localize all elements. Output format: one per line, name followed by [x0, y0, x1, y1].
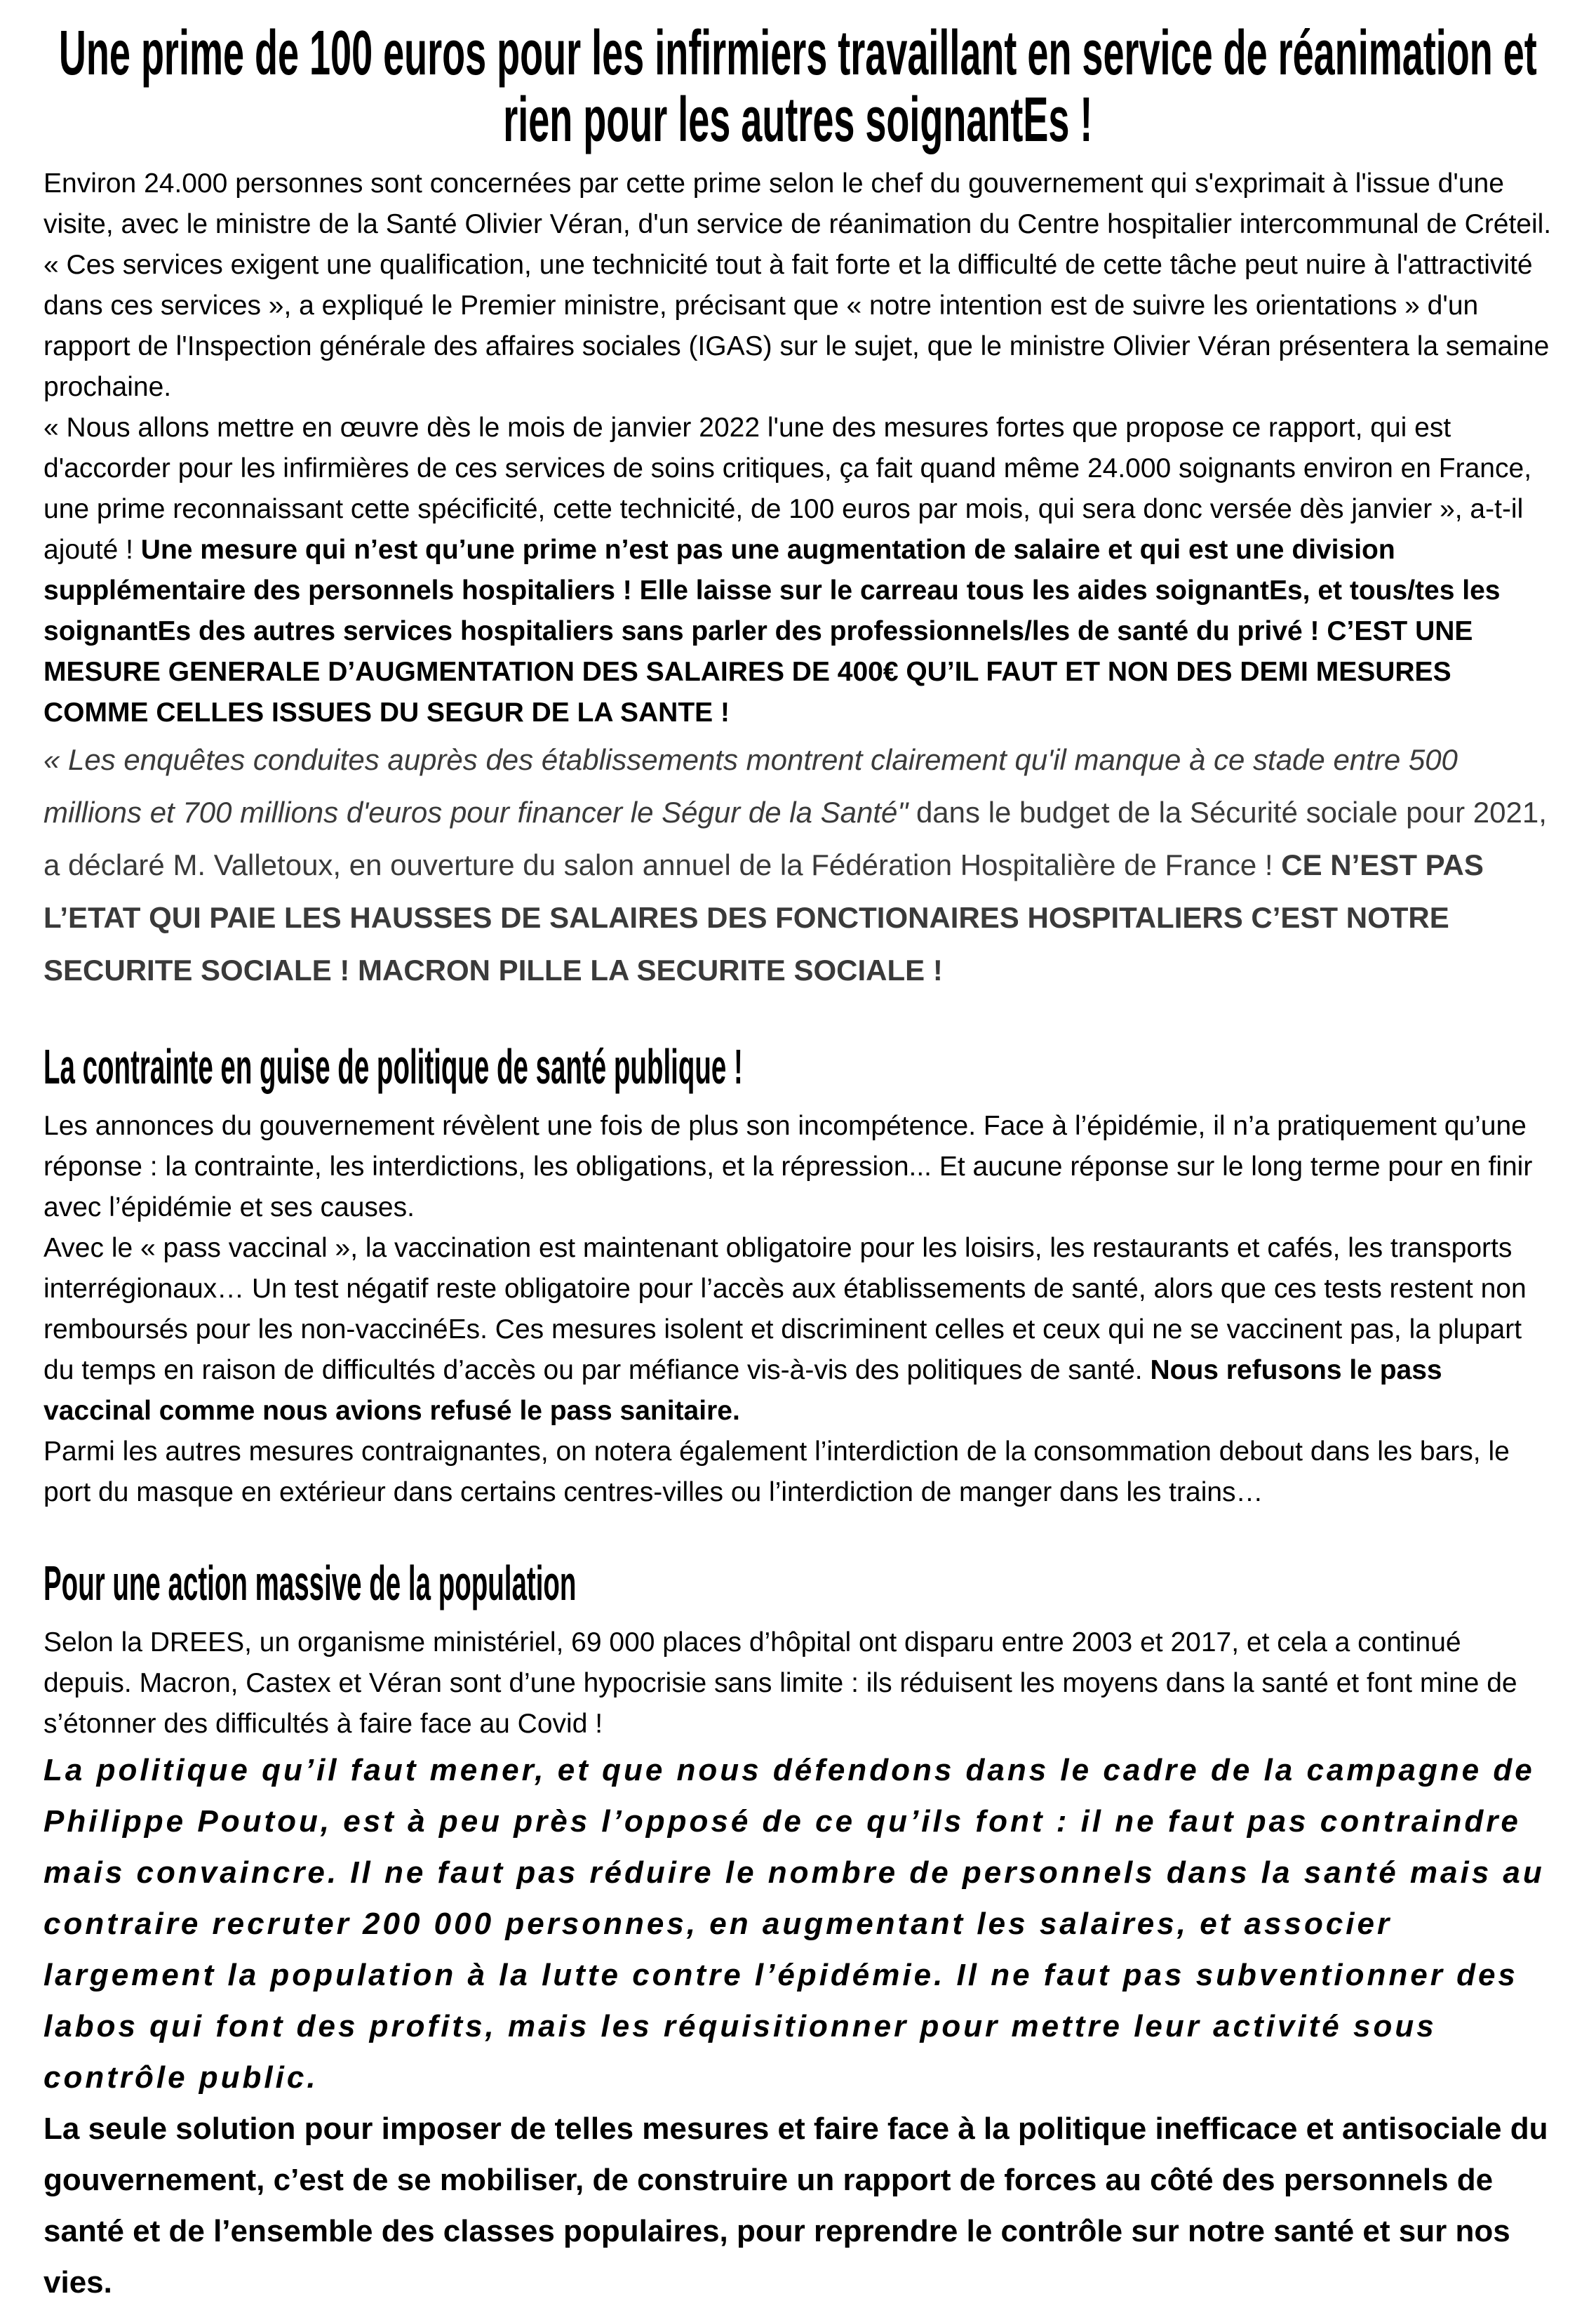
paragraph-mesure-janvier [43, 408, 1553, 733]
quote-valletoux-italic-segment: « Les enquêtes conduites auprès des établissements montrent clairement qu'il manque à ce stade entre 500 millions et 700 millions d'euros pour financer le Ségur de la Santé" [43, 743, 1458, 829]
paragraph-pass-vaccinal [43, 1228, 1553, 1432]
paragraph-politique-poutou: La politique qu’il faut mener, et que nous défendons dans le cadre de la campagne de Philippe Poutou, est à peu près l’opposé de ce qu’ils font : il ne faut pas contraindre mais convaincre. Il ne faut pas réduire le nombre de personnels dans la santé mais au contraire recruter 200 000 personnes, en augmentant les salaires, et associer largement la population à la lutte contre l’épidémie. Il ne faut pas subventionner des labos qui font des profits, mais les réquisitionner pour mettre leur activité sous contrôle public. [43, 1753, 1545, 2095]
quote-valletoux-attribution-segment: dans le budget de la Sécurité sociale pour 2021, a déclaré M. Valletoux, en ouverture du salon annuel de la Fédération Hospitalière de France ! [43, 796, 1547, 881]
paragraph-autres-mesures: Parmi les autres mesures contraignantes, on notera également l’interdiction de la consommation debout dans les bars, le port du masque en extérieur dans certains centres-villes ou l’interdiction de manger dans les trains… [43, 1436, 1510, 1507]
paragraph-premier-ministre-quote: « Ces services exigent une qualification, une technicité tout à fait forte et la difficulté de cette tâche peut nuire à l'attractivité dans ces services », a expliqué le Premier ministre, précisant que « notre intention est de suivre les orientations » d'un rapport de l'Inspection générale des affaires sociales (IGAS) sur le sujet, que le ministre Olivier Véran présentera la semaine prochaine. [43, 250, 1550, 402]
section-heading-contrainte: La contrainte en guise de politique de santé publique ! [43, 1039, 743, 1094]
paragraph-drees: Selon la DREES, un organisme ministériel, 69 000 places d’hôpital ont disparu entre 2003 et 2017, et cela a continué depuis. Macron, Castex et Véran sont d’une hypocrisie sans limite : ils réduisent les moyens dans la santé et font mine de s’étonner des difficultés à faire face au Covid ! [43, 1627, 1517, 1739]
quote-veran-segment: « Nous allons mettre en œuvre dès le mois de janvier 2022 l'une des mesures fortes que propose ce rapport, qui est d'accorder pour les infirmières de ces services de soins critiques, ça fait quand même 24.000 soignants environ en France, une prime reconnaissant cette spécificité, cette technicité, de 100 euros par mois, qui sera donc versée dès janvier », a-t-il ajouté ! [43, 413, 1532, 565]
bold-commentary-prime: Une mesure qui n’est qu’une prime n’est pas une augmentation de salaire et qui est une division supplémentaire des personnels hospitaliers ! Elle laisse sur le carreau tous les aides soignantEs, et tous/tes les soignantEs des autres services hospitaliers sans parler des professionnels/les de santé du privé ! C’EST UNE MESURE GENERALE D’AUGMENTATION DES SALAIRES DE 400€ QU’IL FAUT ET NON DES DEMI MESURES COMME CELLES ISSUES DU SEGUR DE LA SANTE ! [43, 535, 1501, 728]
paragraph-mobilisation: La seule solution pour imposer de telles mesures et faire face à la politique inefficace et antisociale du gouvernement, c’est de se mobiliser, de construire un rapport de forces au côté des personnels de santé et de l’ensemble des classes populaires, pour reprendre le contrôle sur notre santé et sur nos vies. [43, 2112, 1548, 2300]
paragraph-prime-intro: Environ 24.000 personnes sont concernées par cette prime selon le chef du gouvernement qui s'exprimait à l'issue d'une visite, avec le ministre de la Santé Olivier Véran, d'un service de réanimation du Centre hospitalier intercommunal de Créteil. [43, 168, 1552, 239]
paragraph-incompetence: Les annonces du gouvernement révèlent une fois de plus son incompétence. Face à l’épidémie, il n’a pratiquement qu’une réponse : la contrainte, les interdictions, les obligations, et la répression... Et aucune réponse sur le long terme pour en finir avec l’épidémie et ses causes. [43, 1111, 1533, 1222]
paragraph-valletoux-quote [43, 733, 1553, 996]
pass-vaccinal-segment: Avec le « pass vaccinal », la vaccination est maintenant obligatoire pour les loisirs, les restaurants et cafés, les transports interrégionaux… Un test négatif reste obligatoire pour l’accès aux établissements de santé, alors que ces tests restent non remboursés pour les non-vaccinéEs. Ces mesures isolent et discriminent celles et ceux qui ne se vaccinent pas, la plupart du temps en raison de difficultés d’accès ou par méfiance vis-à-vis des politiques de santé. [43, 1233, 1527, 1385]
page-title: Une prime de 100 euros pour les infirmiers travaillant en service de réanimation et rien pour les autres soignantEs ! [59, 18, 1537, 155]
bold-refus-pass-segment: Nous refusons le pass vaccinal comme nous avions refusé le pass sanitaire. [43, 1355, 1442, 1426]
bold-securite-sociale-slogan: CE N’EST PAS L’ETAT QUI PAIE LES HAUSSES DE SALAIRES DES FONCTIONAIRES HOSPITALIERS C’EST NOTRE SECURITE SOCIALE ! MACRON PILLE LA SECURITE SOCIALE ! [43, 848, 1484, 987]
section-heading-action: Pour une action massive de la population [43, 1556, 577, 1610]
